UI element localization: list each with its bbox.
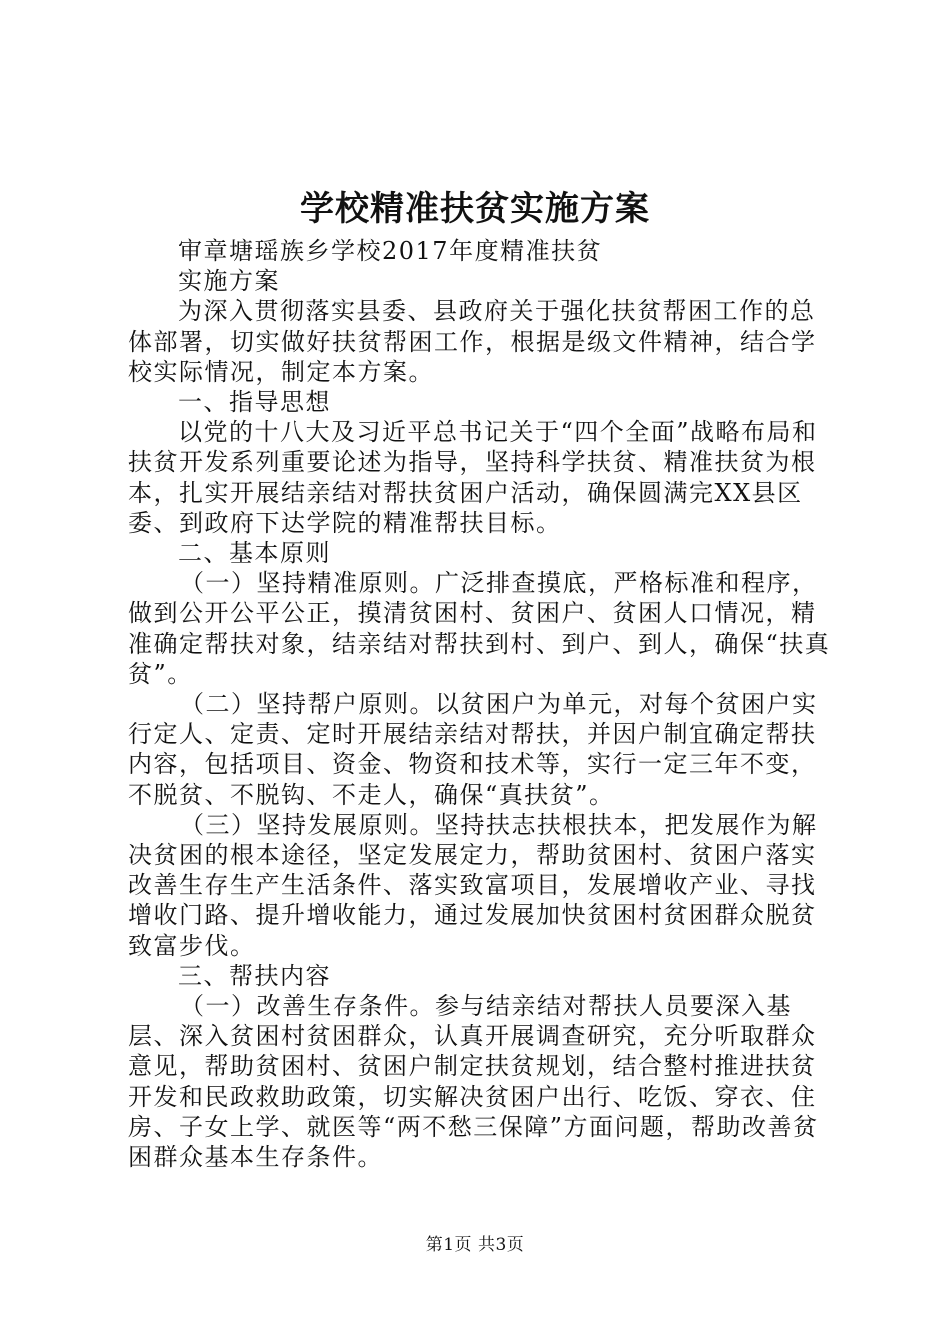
subtitle-line-2: 实施方案 [178, 267, 280, 296]
principle-3-paragraph: （三）坚持发展原则。坚持扶志扶根扶本，把发展作为解决贫困的根本途径，坚定发展定力，帮助贫困村、贫困户落实改善生存生产生活条件、落实致富项目，发展增收产业、寻找增收门路、提升增收能力，通过发展加快贫困村贫困群众脱贫致富步伐。 [128, 810, 818, 960]
section-heading-guiding-ideology: 一、指导思想 [178, 388, 331, 417]
intro-paragraph: 为深入贯彻落实县委、县政府关于强化扶贫帮困工作的总体部署，切实做好扶贫帮困工作，根据是级文件精神，结合学校实际情况，制定本方案。 [128, 297, 817, 386]
document-title: 学校精准扶贫实施方案 [300, 189, 650, 229]
page-number: 第1页 共3页 [425, 1235, 525, 1255]
section-heading-basic-principles: 二、基本原则 [178, 539, 331, 568]
guiding-ideology-paragraph: 以党的十八大及习近平总书记关于“四个全面”战略布局和扶贫开发系列重要论述为指导，坚持科学扶贫、精准扶贫为根本，扎实开展结亲结对帮扶贫困户活动，确保圆满完XX县区委、到政府下达学院的精准帮扶目标。 [128, 418, 818, 537]
assistance-1-paragraph: （一）改善生存条件。参与结亲结对帮扶人员要深入基层、深入贫困村贫困群众，认真开展调查研究，充分听取群众意见，帮助贫困村、贫困户制定扶贫规划，结合整村推进扶贫开发和民政救助政策，切实解决贫困户出行、吃饭、穿衣、住房、子女上学、就医等“两不愁三保障”方面问题，帮助改善贫困群众基本生存条件。 [128, 992, 819, 1172]
subtitle-line-1: 审章塘瑶族乡学校2017年度精准扶贫 [178, 237, 603, 265]
document-body [128, 236, 834, 1172]
principle-1-paragraph: （一）坚持精准原则。广泛排查摸底，严格标准和程序，做到公开公平公正，摸清贫困村、贫困户、贫困人口情况，精准确定帮扶对象，结亲结对帮扶到村、到户、到人，确保“扶真贫”。 [128, 569, 831, 688]
section-heading-assistance-content: 三、帮扶内容 [178, 961, 331, 990]
principle-2-paragraph: （二）坚持帮户原则。以贫困户为单元，对每个贫困户实行定人、定责、定时开展结亲结对帮扶，并因户制宜确定帮扶内容，包括项目、资金、物资和技术等，实行一定三年不变，不脱贫、不脱钩、不走人，确保“真扶贫”。 [128, 690, 818, 809]
